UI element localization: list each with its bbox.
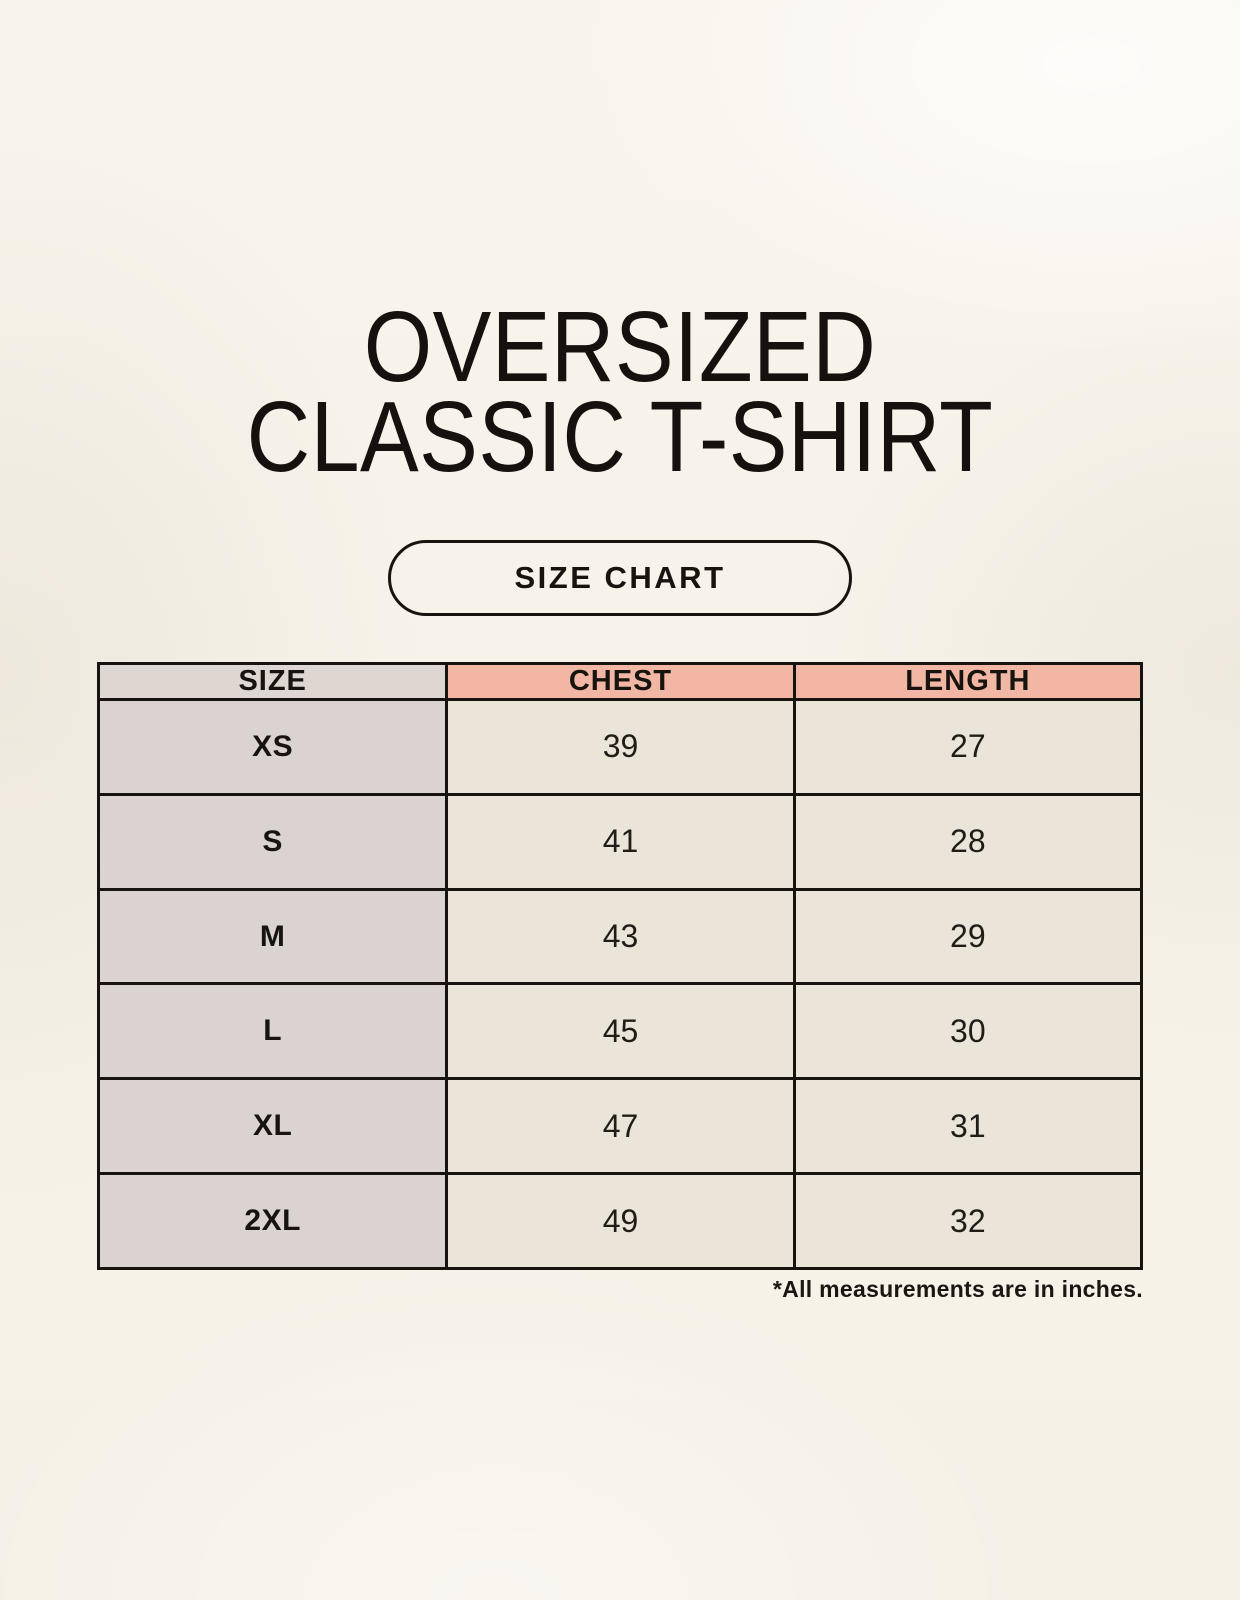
length-value-2xl: 32: [794, 1174, 1141, 1269]
size-chart-table: [97, 662, 1143, 1270]
table-row-xs: [99, 700, 1142, 795]
size-label-m: M: [99, 889, 447, 984]
size-label-2xl: 2XL: [99, 1174, 447, 1269]
column-header-length: LENGTH: [794, 664, 1141, 700]
size-label-s: S: [99, 794, 447, 889]
size-chart-button[interactable]: SIZE CHART: [388, 540, 852, 616]
table-header-row: [99, 664, 1142, 700]
length-value-m: 29: [794, 889, 1141, 984]
product-title: [74, 291, 1165, 493]
length-value-xs: 27: [794, 700, 1141, 795]
length-value-xl: 31: [794, 1079, 1141, 1174]
length-value-s: 28: [794, 794, 1141, 889]
chest-value-s: 41: [447, 794, 794, 889]
length-value-l: 30: [794, 984, 1141, 1079]
size-label-l: L: [99, 984, 447, 1079]
table-row-l: [99, 984, 1142, 1079]
column-header-size: SIZE: [99, 664, 447, 700]
chest-value-xl: 47: [447, 1079, 794, 1174]
size-label-xs: XS: [99, 700, 447, 795]
product-title-line1: OVERSIZED: [363, 291, 877, 403]
table-row-s: [99, 794, 1142, 889]
measurements-footnote: *All measurements are in inches.: [772, 1276, 1143, 1302]
chest-value-m: 43: [447, 889, 794, 984]
table-row-xl: [99, 1079, 1142, 1174]
chest-value-2xl: 49: [447, 1174, 794, 1269]
column-header-chest: CHEST: [447, 664, 794, 700]
chest-value-xs: 39: [447, 700, 794, 795]
chest-value-l: 45: [447, 984, 794, 1079]
size-label-xl: XL: [99, 1079, 447, 1174]
table-row-m: [99, 889, 1142, 984]
product-title-line2: CLASSIC T-SHIRT: [246, 381, 994, 493]
table-row-2xl: [99, 1174, 1142, 1269]
